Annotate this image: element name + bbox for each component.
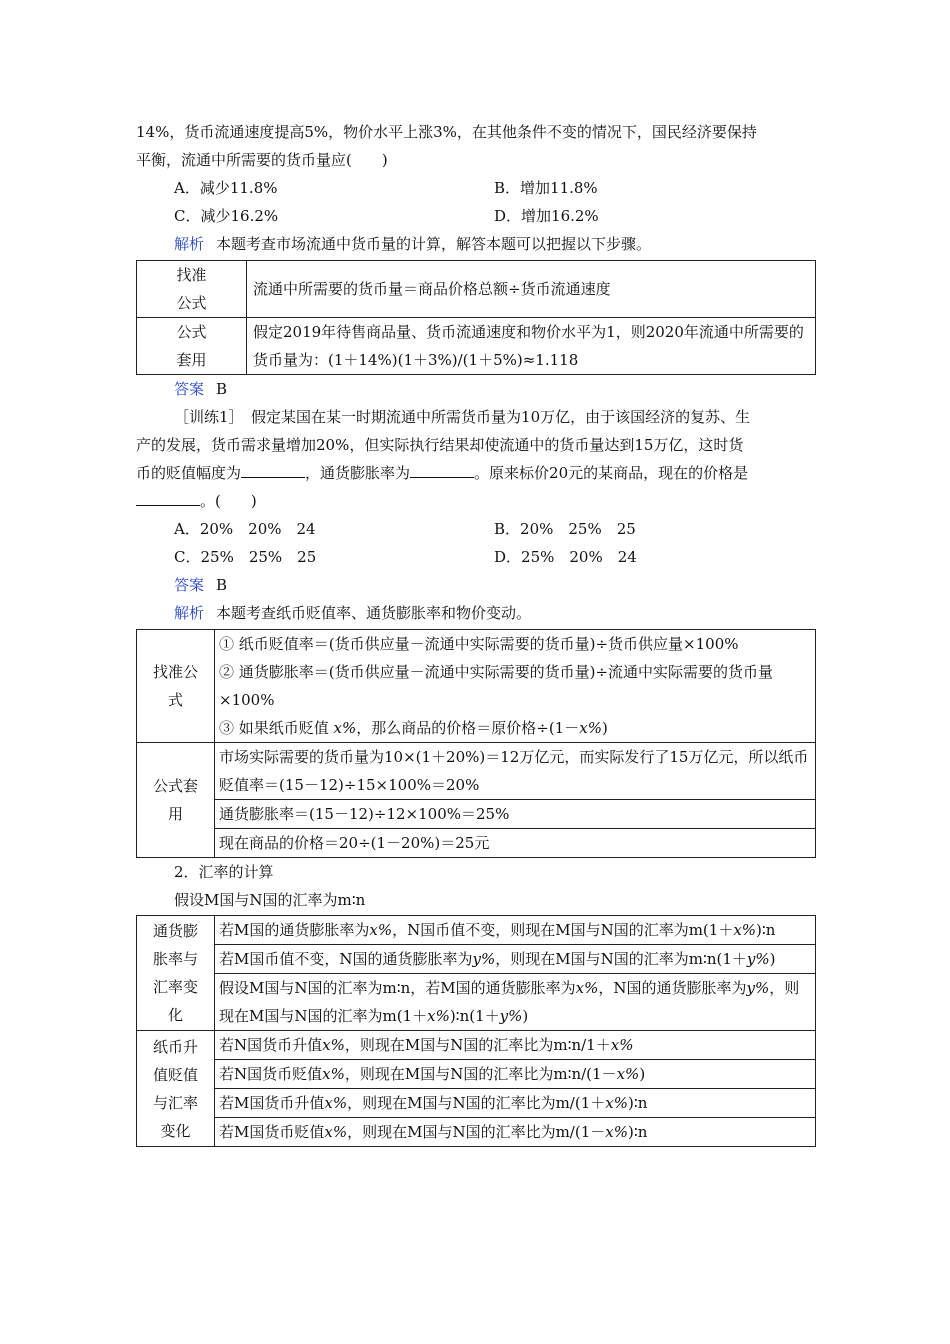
section-title: 2．汇率的计算 [174, 863, 274, 881]
text-part: ，则现在M国与N国的汇率比为m/(1＋ [347, 1094, 606, 1112]
q1-answer [136, 375, 816, 403]
var-y: y% [746, 950, 770, 968]
text-part: 若N国货币贬值 [219, 1065, 323, 1083]
text-part: 假设M国与N国的汇率为m∶n，若M国的通货膨胀率为 [219, 979, 576, 997]
var-x: x% [616, 1065, 640, 1083]
q1-analysis [136, 230, 816, 258]
table1-body-apply: 假定2019年待售商品量、货币流通速度和物价水平为1，则2020年流通中所需要的货币量为：(1＋14%)(1＋3%)/(1＋5%)≈1.118 [247, 318, 816, 375]
formula-3-c: ) [601, 719, 608, 737]
q1-option-b: B．增加11.8% [494, 179, 598, 197]
text-part: )∶n [756, 921, 776, 939]
table-exchange-rate [136, 915, 816, 1147]
var-y: y% [472, 950, 496, 968]
q2-option-b: B．20% 25% 25 [494, 520, 636, 538]
text-part: ，则现在M国与N国的汇率为m(1＋ [219, 979, 800, 1025]
table-row [137, 318, 816, 375]
table2-head-apply: 公式套 用 [137, 743, 215, 858]
answer-value: B [216, 576, 228, 594]
table-formula-1 [136, 260, 816, 375]
table-row [137, 829, 816, 858]
var-x: x% [579, 719, 602, 737]
text-part: )∶n(1＋ [449, 1007, 500, 1025]
training-line-1: ［训练1］ 假定某国在某一时期流通中所需货币量为10万亿，由于该国经济的复苏、生 [174, 408, 751, 426]
training-text-b: ，通货膨胀率为 [305, 464, 411, 482]
text-part: 若M国货币贬值 [219, 1123, 325, 1141]
training-line-2: 产的发展，货币需求量增加20%，但实际执行结果却使流通中的货币量达到15万亿，这时货 [136, 436, 744, 454]
answer-label: 答案 [174, 576, 205, 594]
table-row [137, 261, 816, 318]
formula-2: ② 通货膨胀率＝(货币供应量－流通中实际需要的货币量)÷流通中实际需要的货币量×100% [219, 663, 774, 709]
text-part: ) [522, 1007, 529, 1025]
question-intro-line-2: 平衡，流通中所需要的货币量应( ) [136, 151, 388, 169]
training-text-c: 。原来标价20元的某商品，现在的价格是 [474, 464, 749, 482]
table-row [137, 1031, 816, 1060]
text-part: ) [769, 950, 776, 968]
var-x: x% [605, 1094, 628, 1112]
q2-analysis [136, 599, 816, 627]
formula-1: ① 纸币贬值率＝(货币供应量－流通中实际需要的货币量)÷货币供应量×100% [219, 635, 739, 653]
formula-3 [219, 714, 811, 742]
text-part: ，N国的通货膨胀率为 [598, 979, 747, 997]
table3-inflation-2 [215, 945, 816, 974]
text-part: )∶n [627, 1123, 648, 1141]
q2-options-row-2 [136, 543, 816, 571]
text-part: ，则现在M国与N国的汇率比为m∶n/(1－ [344, 1065, 617, 1083]
var-x: x% [369, 921, 393, 939]
table3-currency-2 [215, 1060, 816, 1089]
var-y: y% [499, 1007, 523, 1025]
answer-label: 答案 [174, 380, 205, 398]
q1-options-row-1 [136, 174, 816, 202]
table2-formulas [215, 630, 816, 743]
table2-head-formula: 找准公 式 [137, 630, 215, 743]
table-row [137, 916, 816, 945]
table2-apply-2: 通货膨胀率＝(15－12)÷12×100%＝25% [215, 800, 816, 829]
fill-blank-1 [241, 461, 305, 478]
text-part: ，则现在M国与N国的汇率为m∶n(1＋ [495, 950, 747, 968]
q2-options-row-1 [136, 515, 816, 543]
fill-blank-3 [136, 489, 200, 506]
analysis-text: 本题考查纸币贬值率、通货膨胀率和物价变动。 [216, 604, 532, 622]
text-part: ) [639, 1065, 646, 1083]
analysis-label: 解析 [174, 604, 205, 622]
table3-currency-3 [215, 1089, 816, 1118]
var-x: x% [610, 1036, 634, 1054]
table3-currency-1 [215, 1031, 816, 1060]
table-row [137, 974, 816, 1031]
q2-option-a: A．20% 20% 24 [174, 520, 316, 538]
var-x: x% [733, 921, 757, 939]
table-row [137, 1089, 816, 1118]
var-x: x% [324, 1094, 348, 1112]
q2-option-d: D．25% 20% 24 [494, 548, 637, 566]
formula-3-b: ，那么商品的价格＝原价格÷(1－ [356, 719, 580, 737]
q2-answer [136, 571, 816, 599]
table3-head-currency: 纸币升 值贬值 与汇率 变化 [137, 1031, 215, 1147]
q2-option-c: C．25% 25% 25 [174, 548, 317, 566]
analysis-text: 本题考查市场流通中货币量的计算，解答本题可以把握以下步骤。 [216, 235, 652, 253]
var-x: x% [427, 1007, 450, 1025]
table1-body-formula: 流通中所需要的货币量＝商品价格总额÷货币流通速度 [247, 261, 816, 318]
training-line-4 [136, 487, 816, 515]
text-part: ，则现在M国与N国的汇率比为m/(1－ [347, 1123, 606, 1141]
text-part: )∶n [627, 1094, 648, 1112]
table-row [137, 945, 816, 974]
q1-options-row-2 [136, 202, 816, 230]
table2-apply-1: 市场实际需要的货币量为10×(1＋20%)＝12万亿元，而实际发行了15万亿元，所以纸币贬值率＝(15－12)÷15×100%＝20% [215, 743, 816, 800]
text-part: ，N国币值不变，则现在M国与N国的汇率为m(1＋ [392, 921, 734, 939]
question-intro-line-1: 14%，货币流通速度提高5%，物价水平上涨3%，在其他条件不变的情况下，国民经济要保持 [136, 123, 757, 141]
var-x: x% [324, 1123, 348, 1141]
table3-currency-4 [215, 1118, 816, 1147]
table3-inflation-1 [215, 916, 816, 945]
q1-option-c: C．减少16.2% [174, 207, 279, 225]
var-x: x% [575, 979, 599, 997]
text-part: 若N国货币升值 [219, 1036, 323, 1054]
table-row [137, 1118, 816, 1147]
table-row [137, 743, 816, 800]
text-part: 若M国的通货膨胀率为 [219, 921, 370, 939]
table3-head-inflation: 通货膨 胀率与 汇率变 化 [137, 916, 215, 1031]
text-part: 若M国币值不变，N国的通货膨胀率为 [219, 950, 473, 968]
table1-head-apply: 公式 套用 [137, 318, 247, 375]
var-y: y% [746, 979, 770, 997]
q1-option-d: D．增加16.2% [494, 207, 599, 225]
answer-value: B [216, 380, 228, 398]
var-x: x% [605, 1123, 628, 1141]
analysis-label: 解析 [174, 235, 205, 253]
table-formula-2 [136, 629, 816, 858]
var-x: x% [322, 1065, 345, 1083]
q1-option-a: A．减少11.8% [174, 179, 278, 197]
training-line-3 [136, 459, 816, 487]
formula-3-a: ③ 如果纸币贬值 [219, 719, 334, 737]
table-row [137, 1060, 816, 1089]
table-row [137, 630, 816, 743]
document-page [136, 118, 816, 1147]
table3-inflation-3 [215, 974, 816, 1031]
var-x: x% [322, 1036, 345, 1054]
fill-blank-2 [410, 461, 474, 478]
text-part: 若M国货币升值 [219, 1094, 325, 1112]
text-part: ，则现在M国与N国的汇率比为m∶n/1＋ [344, 1036, 611, 1054]
training-text-a: 币的贬值幅度为 [136, 464, 242, 482]
table2-apply-3: 现在商品的价格＝20÷(1－20%)＝25元 [215, 829, 816, 858]
section-assume: 假设M国与N国的汇率为m∶n [174, 891, 366, 909]
training-text-d: 。( ) [200, 492, 257, 510]
table1-head-formula: 找准 公式 [137, 261, 247, 318]
var-x: x% [333, 719, 357, 737]
table-row [137, 800, 816, 829]
